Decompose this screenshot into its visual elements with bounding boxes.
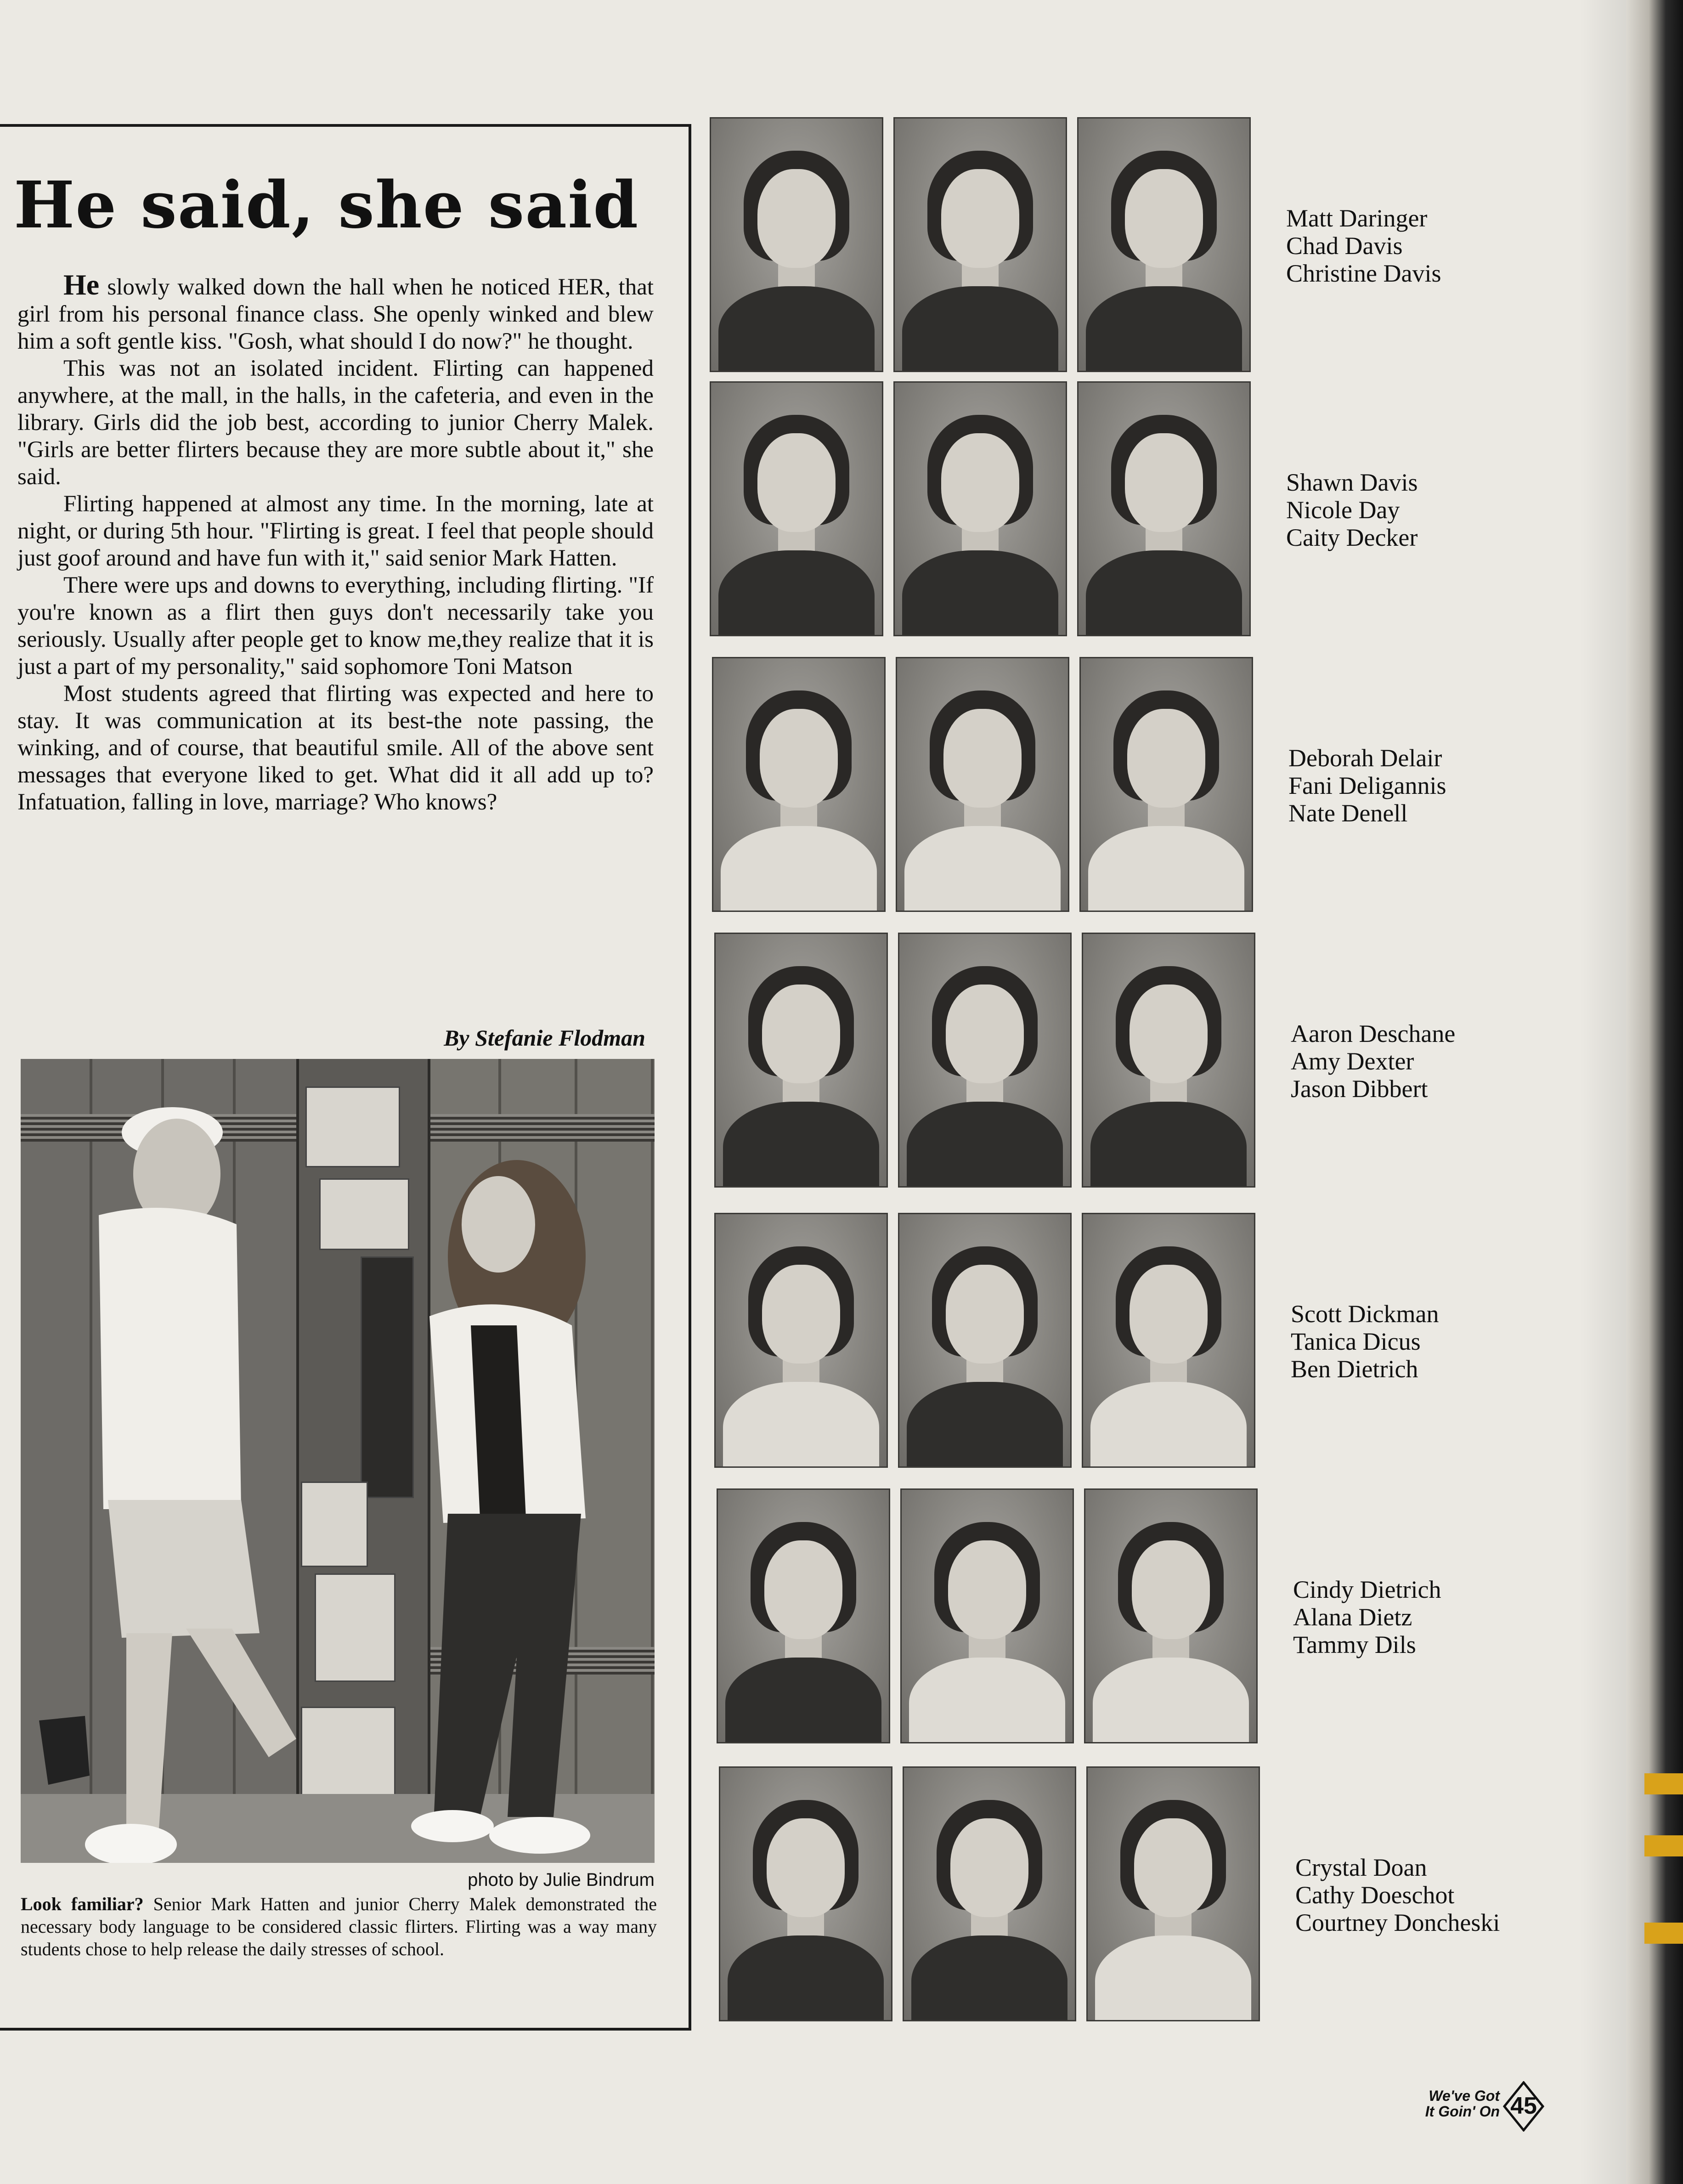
portrait-face [1130,984,1208,1083]
portrait-shirt [1093,1658,1249,1743]
student-portrait [719,1766,892,2021]
story-paragraph: He slowly walked down the hall when he noticed HER, that girl from his personal finance class. She openly winked and blew him a soft gentle kiss. "Gosh, what should I do now?" he thought. [17,268,654,354]
page-number: 45 [1510,2093,1537,2119]
portrait-face [1125,433,1203,532]
portrait-shirt [723,1102,879,1188]
portrait-face [941,169,1019,268]
page-number-badge [1503,2081,1544,2132]
student-portrait [903,1766,1076,2021]
student-portrait [898,1213,1072,1468]
story-headline: He said, she said [14,168,639,243]
student-portrait [893,117,1067,372]
student-name: Matt Daringer [1286,204,1428,232]
folio-slogan [1417,2088,1500,2119]
story-paragraph: Most students agreed that flirting was expected and here to stay. It was communication at its best-the note passing, the winking, and of course, that beautiful smile. All of the above sent messages that everyone liked to get. What did it all add up to? Infatuation, falling in love, marriage? Who knows? [17,681,654,815]
portrait-face [757,433,836,532]
portrait-shirt [723,1382,879,1468]
portrait-shirt [902,550,1058,636]
portrait-name-list [1291,1020,1455,1103]
portrait-shirt [911,1935,1067,2021]
student-name: Ben Dietrich [1291,1355,1418,1383]
portrait-shirt [904,826,1061,912]
portrait-name-list [1295,1854,1500,1936]
student-name: Tammy Dils [1293,1631,1416,1658]
story-paragraph: This was not an isolated incident. Flirting can happened anywhere, at the mall, in the halls, in the cafeteria, and even in the library. Girls did the job best, according to junior Cherry Malek. "Girls are better flirters because they are more subtle about it," she said. [17,356,654,490]
student-name: Crystal Doan [1295,1854,1427,1881]
portrait-face [943,709,1022,808]
portrait-face [946,984,1024,1083]
portrait-face [762,984,840,1083]
folio-line-2: It Goin' On [1425,2103,1500,2120]
student-name: Shawn Davis [1286,469,1418,496]
student-name: Nate Denell [1288,799,1408,827]
student-name: Alana Dietz [1293,1603,1412,1631]
portrait-shirt [728,1935,884,2021]
student-portrait [717,1488,890,1743]
student-name: Cindy Dietrich [1293,1576,1441,1603]
portrait-face [946,1265,1024,1364]
portrait-shirt [1088,826,1244,912]
drop-word: He [63,268,100,301]
photo-credit: photo by Julie Bindrum [468,1870,655,1890]
student-name: Cathy Doeschot [1295,1881,1455,1909]
student-name: Fani Deligannis [1288,772,1446,799]
story-byline: By Stefanie Flodman [444,1025,645,1051]
student-name: Nicole Day [1286,496,1400,524]
portrait-shirt [902,286,1058,372]
story-paragraph: There were ups and downs to everything, including flirting. "If you're known as a flirt then guys don't necessarily take you seriously. Usually after people get to know me,they realize that it is just a part of my personality," said sophomore Toni Matson [17,572,654,679]
portrait-name-list [1288,744,1446,827]
student-portrait [898,933,1072,1188]
portrait-face [1127,709,1205,808]
student-name: Deborah Delair [1288,744,1442,772]
student-portrait [1082,933,1255,1188]
student-portrait [1077,381,1251,636]
portrait-shirt [1090,1102,1247,1188]
students-illustration [21,1059,655,1863]
caption-text: Senior Mark Hatten and junior Cherry Malek demonstrated the necessary body language to be considered classic flirters. Flirting was a way many students chose to help release the daily stresses of school. [21,1894,657,1959]
binding-tab [1644,1923,1683,1944]
portrait-name-list [1286,469,1418,551]
student-name: Chad Davis [1286,232,1403,260]
portrait-face [767,1818,845,1917]
student-name: Tanica Dicus [1291,1328,1421,1355]
student-name: Aaron Deschane [1291,1020,1456,1047]
portrait-shirt [909,1658,1065,1743]
portrait-face [950,1818,1028,1917]
portrait-shirt [907,1382,1063,1468]
portrait-shirt [718,550,875,636]
story-paragraph: Flirting happened at almost any time. In the morning, late at night, or during 5th hour. "Flirting is great. I feel that people should just goof around and have fun with it," said senior Mark Hatten. [17,491,654,571]
portrait-face [948,1540,1026,1639]
page-edge-shadow [1580,0,1626,2184]
portrait-face [764,1540,842,1639]
portrait-shirt [725,1658,881,1743]
portrait-face [1130,1265,1208,1364]
portrait-face [757,169,836,268]
story-body [17,268,654,816]
portrait-shirt [721,826,877,912]
portrait-shirt [907,1102,1063,1188]
student-portrait [900,1488,1074,1743]
candid-photo [21,1059,655,1863]
student-name: Jason Dibbert [1291,1075,1428,1103]
student-portrait [1084,1488,1258,1743]
binding-tab [1644,1773,1683,1794]
portrait-shirt [1086,286,1242,372]
portrait-face [762,1265,840,1364]
portrait-shirt [1095,1935,1251,2021]
portrait-face [1134,1818,1212,1917]
student-portrait [710,381,883,636]
student-name: Caity Decker [1286,524,1418,551]
student-portrait [714,1213,888,1468]
portrait-name-list [1286,204,1441,287]
student-name: Courtney Doncheski [1295,1909,1500,1936]
portrait-face [1132,1540,1210,1639]
portrait-face [1125,169,1203,268]
photo-caption [21,1893,657,1960]
student-name: Amy Dexter [1291,1047,1414,1075]
student-portrait [896,657,1069,912]
student-name: Scott Dickman [1291,1300,1439,1328]
student-portrait [714,933,888,1188]
portrait-face [941,433,1019,532]
binding-tab [1644,1835,1683,1856]
student-portrait [1086,1766,1260,2021]
student-portrait [1079,657,1253,912]
portrait-face [760,709,838,808]
student-name: Christine Davis [1286,260,1441,287]
student-portrait [712,657,886,912]
folio-line-1: We've Got [1429,2088,1500,2104]
student-portrait [1082,1213,1255,1468]
student-portrait [893,381,1067,636]
portrait-shirt [1086,550,1242,636]
student-portrait [1077,117,1251,372]
portrait-shirt [1090,1382,1247,1468]
caption-kicker: Look familiar? [21,1894,144,1914]
portrait-shirt [718,286,875,372]
portrait-name-list [1291,1300,1439,1383]
student-portrait [710,117,883,372]
portrait-name-list [1293,1576,1441,1658]
